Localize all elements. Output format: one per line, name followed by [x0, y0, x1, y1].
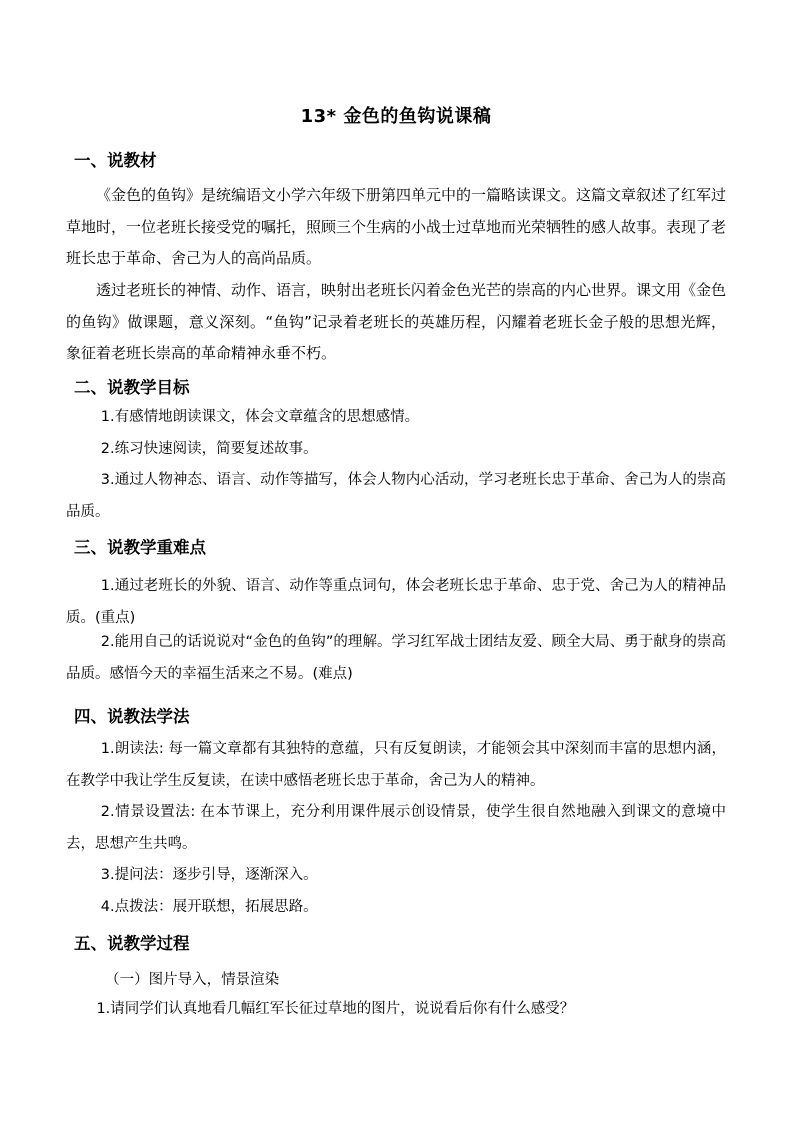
objective-item-1: 1.有感情地朗读课文，体会文章蕴含的思想感情。	[100, 409, 420, 425]
objective-item-3: 3.通过人物神态、语言、动作等描写，体会人物内心活动，学习老班长忠于革命、舍己为人的崇高品质。	[66, 472, 726, 520]
process-subheading: （一）图片导入，情景渲染	[105, 972, 280, 988]
paragraph-material-intro: 《金色的鱼钩》是统编语文小学六年级下册第四单元中的一篇略读课文。这篇文章叙述了红军过草地时，一位老班长接受党的嘱托，照顾三个生病的小战士过草地而光荣牺牲的感人故事。表现了老班长忠于革命、舍己为人的高尚品质。	[66, 186, 727, 267]
section-heading-key-points: 三、说教学重难点	[74, 538, 206, 557]
method-item-4: 4.点拨法：展开联想，拓展思路。	[100, 899, 318, 915]
method-item-2: 2.情景设置法: 在本节课上，充分利用课件展示创设情景，使学生很自然地融入到课文的意境中去，思想产生共鸣。	[66, 804, 726, 852]
paragraph-material-analysis: 透过老班长的神情、动作、语言，映射出老班长闪着金色光芒的崇高的内心世界。课文用《金色的鱼钩》做课题，意义深刻。“鱼钩”记录着老班长的英雄历程，闪耀着老班长金子般的思想光辉，象征着老班长崇高的革命精神永垂不朽。	[66, 281, 727, 362]
section-heading-methods: 四、说教法学法	[74, 707, 190, 726]
key-point-item-2: 2.能用自己的话说说对“金色的鱼钩”的理解。学习红军战士团结友爱、顾全大局、勇于献身的崇高品质。感悟今天的幸福生活来之不易。(难点)	[66, 634, 726, 682]
objective-item-2: 2.练习快速阅读，简要复述故事。	[100, 441, 318, 457]
method-item-3: 3.提问法：逐步引导，逐渐深入。	[100, 867, 318, 883]
process-item-1: 1.请同学们认真地看几幅红军长征过草地的图片，说说看后你有什么感受？	[96, 1001, 575, 1017]
key-point-item-1: 1.通过老班长的外貌、语言、动作等重点词句，体会老班长忠于革命、忠于党、舍己为人的精神品质。(重点)	[66, 578, 726, 626]
document-title: 13* 金色的鱼钩说课稿	[300, 106, 492, 127]
section-heading-objectives: 二、说教学目标	[74, 378, 190, 397]
section-heading-teaching-material: 一、说教材	[74, 151, 157, 170]
section-heading-process: 五、说教学过程	[74, 934, 190, 953]
method-item-1: 1.朗读法: 每一篇文章都有其独特的意蕴，只有反复朗读，才能领会其中深刻而丰富的思想内涵，在教学中我让学生反复读，在读中感悟老班长忠于革命，舍己为人的精神。	[66, 741, 726, 789]
